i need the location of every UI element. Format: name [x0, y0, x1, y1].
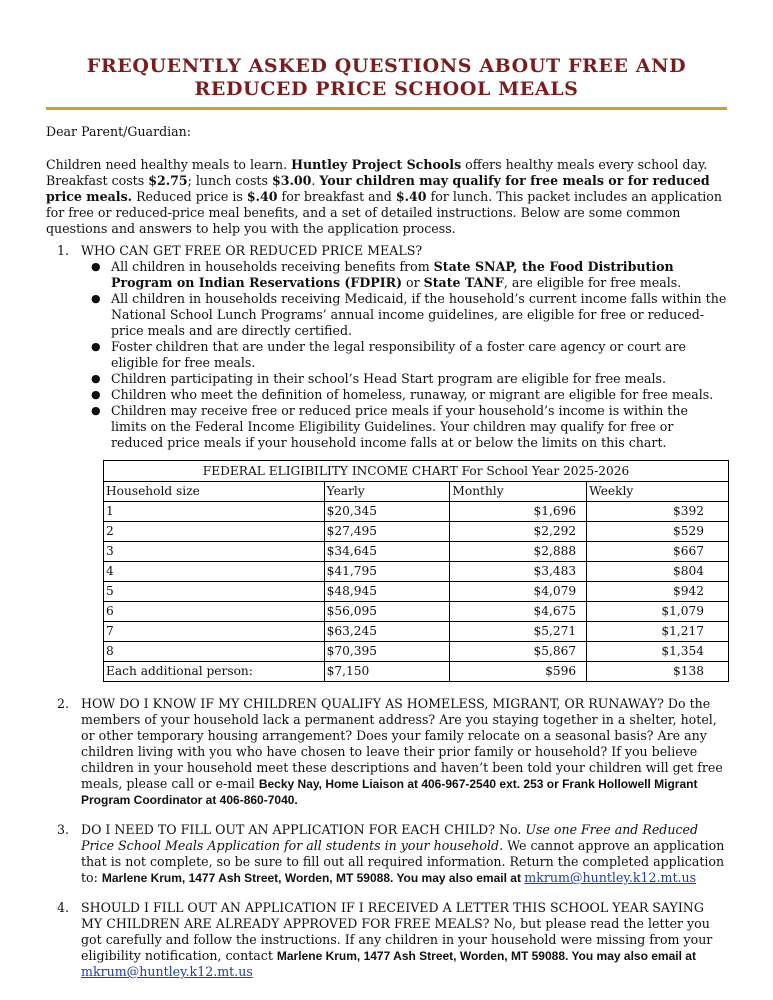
weekly-cell: $392: [587, 502, 729, 522]
question-number: 1.: [57, 243, 70, 258]
monthly-cell: $4,079: [450, 582, 587, 602]
yearly-cell: $20,345: [324, 502, 450, 522]
page-title: [46, 0, 727, 101]
table-row: [104, 642, 729, 662]
household-size-cell: 7: [104, 622, 325, 642]
monthly-cell: $1,696: [450, 502, 587, 522]
return-address: Marlene Krum, 1477 Ash Street, Worden, MT 59088. You may also email at: [101, 871, 525, 885]
title-line-1: FREQUENTLY ASKED QUESTIONS ABOUT FREE AND: [86, 55, 687, 77]
bullet-icon: ●: [91, 340, 101, 353]
yearly-cell: $48,945: [324, 582, 450, 602]
household-size-cell: 1: [104, 502, 325, 522]
yearly-cell: $70,395: [324, 642, 450, 662]
list-text: Children participating in their school’s Head Start program are eligible for free meals.: [111, 371, 667, 386]
table-body: [104, 482, 729, 682]
weekly-cell: $804: [587, 562, 729, 582]
lunch-cost: $3.00: [271, 173, 312, 188]
monthly-cell: $5,867: [450, 642, 587, 662]
yearly-cell: $34,645: [324, 542, 450, 562]
intro-text: ; lunch costs: [187, 173, 272, 188]
household-size-cell: 8: [104, 642, 325, 662]
monthly-cell: $4,675: [450, 602, 587, 622]
email-link[interactable]: mkrum@huntley.k12.mt.us: [81, 964, 253, 979]
list-item: [91, 387, 727, 403]
weekly-cell: $138: [587, 662, 729, 682]
weekly-cell: $667: [587, 542, 729, 562]
reduced-breakfast-cost: $.40: [246, 189, 278, 204]
intro-text: Children need healthy meals to learn.: [46, 157, 292, 172]
list-text: or: [402, 275, 424, 290]
household-size-cell: 2: [104, 522, 325, 542]
monthly-cell: $5,271: [450, 622, 587, 642]
column-header: Monthly: [450, 482, 587, 502]
table-row: [104, 502, 729, 522]
title-divider: [46, 107, 727, 110]
program-names: State SNAP, the Food Distribution Program on Indian Reservations (FDPIR): [111, 259, 674, 290]
column-header: Household size: [104, 482, 325, 502]
bullet-icon: ●: [91, 404, 101, 417]
bullet-icon: ●: [91, 372, 101, 385]
school-name: Huntley Project Schools: [291, 157, 462, 172]
intro-text: Reduced price is: [132, 189, 247, 204]
monthly-cell: $2,888: [450, 542, 587, 562]
question-text: We cannot approve an application that is not complete, so be sure to fill out all required information. Return the completed application to:: [81, 838, 725, 885]
list-item: [91, 259, 727, 291]
household-size-cell: 5: [104, 582, 325, 602]
list-text: All children in households receiving Medicaid, if the household’s current income falls within the National School Lunch Programs’ annual income guidelines, are eligible for free or reduced-price meals and are directly certified.: [111, 291, 727, 338]
list-text: All children in households receiving benefits from: [111, 259, 434, 274]
weekly-cell: $1,079: [587, 602, 729, 622]
list-item: [91, 403, 727, 451]
question-1: [46, 243, 727, 259]
question-text: SHOULD I FILL OUT AN APPLICATION IF I RECEIVED A LETTER THIS SCHOOL YEAR SAYING MY CHILDREN ARE ALREADY APPROVED FOR FREE MEALS? No, but please read the letter you got carefully and follow the instructions. If any children in your household were missing from your eligibility notification, contact: [81, 900, 713, 963]
list-text: Children who meet the definition of homeless, runaway, or migrant are eligible for free meals.: [111, 387, 714, 402]
intro-text: for lunch. This packet includes an application for free or reduced-price meal benefits, and a set of detailed instructions. Below are some common questions and answers to help you with the application process.: [46, 189, 722, 236]
return-address: Marlene Krum, 1477 Ash Street, Worden, MT 59088. You may also email at: [276, 949, 696, 963]
question-text: HOW DO I KNOW IF MY CHILDREN QUALIFY AS HOMELESS, MIGRANT, OR RUNAWAY? Do the members of your household lack a permanent address? Are you staying together in a shelter, hotel, or other temporary housing arrangement? Does your family relocate on a seasonal basis? Are any children living with you who have chosen to leave their prior family or household? If you believe children in your household meet these descriptions and haven’t been told your children will get free meals, please call or e-mail: [81, 696, 723, 791]
program-names: State TANF: [423, 275, 504, 290]
table-row: [104, 542, 729, 562]
yearly-cell: $63,245: [324, 622, 450, 642]
list-item: [91, 371, 727, 387]
yearly-cell: $56,095: [324, 602, 450, 622]
table-row: [104, 562, 729, 582]
question-heading: WHO CAN GET FREE OR REDUCED PRICE MEALS?: [81, 243, 423, 258]
intro-text: for breakfast and: [277, 189, 396, 204]
weekly-cell: $1,217: [587, 622, 729, 642]
question-number: 4.: [57, 900, 70, 915]
table-row: [104, 662, 729, 682]
column-header: Yearly: [324, 482, 450, 502]
reduced-lunch-cost: $.40: [395, 189, 427, 204]
email-link[interactable]: mkrum@huntley.k12.mt.us: [524, 870, 697, 885]
question-number: 2.: [57, 696, 70, 711]
table-row: [104, 522, 729, 542]
qualify-statement: Your children may qualify for free meals or for reduced price meals.: [46, 173, 710, 204]
question-text: No.: [494, 822, 526, 837]
yearly-cell: $7,150: [324, 662, 450, 682]
intro-paragraph: [46, 157, 727, 237]
column-header: Weekly: [587, 482, 729, 502]
table-header-row: [104, 482, 729, 502]
question-number: 3.: [57, 822, 70, 837]
breakfast-cost: $2.75: [148, 173, 188, 188]
monthly-cell: $2,292: [450, 522, 587, 542]
monthly-cell: $596: [450, 662, 587, 682]
monthly-cell: $3,483: [450, 562, 587, 582]
list-text: , are eligible for free meals.: [503, 275, 682, 290]
title-line-2: REDUCED PRICE SCHOOL MEALS: [194, 78, 579, 100]
household-size-cell: Each additional person:: [104, 662, 325, 682]
weekly-cell: $942: [587, 582, 729, 602]
table-row: [104, 622, 729, 642]
bullet-icon: ●: [91, 292, 101, 305]
weekly-cell: $1,354: [587, 642, 729, 662]
household-size-cell: 3: [104, 542, 325, 562]
eligibility-list: [46, 259, 727, 451]
yearly-cell: $41,795: [324, 562, 450, 582]
italic-note: Use one Free and Reduced Price School Meals Application for all students in your household.: [81, 822, 699, 853]
list-text: Foster children that are under the legal responsibility of a foster care agency or court are eligible for free meals.: [111, 339, 686, 370]
table-row: [104, 602, 729, 622]
salutation: Dear Parent/Guardian:: [46, 124, 192, 139]
question-2: [46, 696, 727, 808]
contact-info: Becky Nay, Home Liaison at 406-967-2540 ext. 253 or Frank Hollowell Migrant Program Coordinator at 406-860-7040.: [81, 777, 698, 807]
intro-text: .: [311, 173, 320, 188]
weekly-cell: $529: [587, 522, 729, 542]
question-4: [46, 900, 727, 980]
bullet-icon: ●: [91, 388, 101, 401]
table-caption: FEDERAL ELIGIBILITY INCOME CHART For School Year 2025-2026: [104, 461, 729, 482]
question-3: [46, 822, 727, 886]
income-eligibility-table: [103, 460, 729, 682]
question-heading: DO I NEED TO FILL OUT AN APPLICATION FOR EACH CHILD?: [81, 822, 495, 837]
household-size-cell: 4: [104, 562, 325, 582]
table-row: [104, 582, 729, 602]
household-size-cell: 6: [104, 602, 325, 622]
list-item: [91, 339, 727, 371]
list-item: [91, 291, 727, 339]
bullet-icon: ●: [91, 260, 101, 273]
intro-text: offers healthy meals every school day. Breakfast costs: [46, 157, 708, 188]
yearly-cell: $27,495: [324, 522, 450, 542]
list-text: Children may receive free or reduced price meals if your household’s income is within the limits on the Federal Income Eligibility Guidelines. Your children may qualify for free or reduced price meals if your household income falls at or below the limits on this chart.: [111, 403, 688, 450]
